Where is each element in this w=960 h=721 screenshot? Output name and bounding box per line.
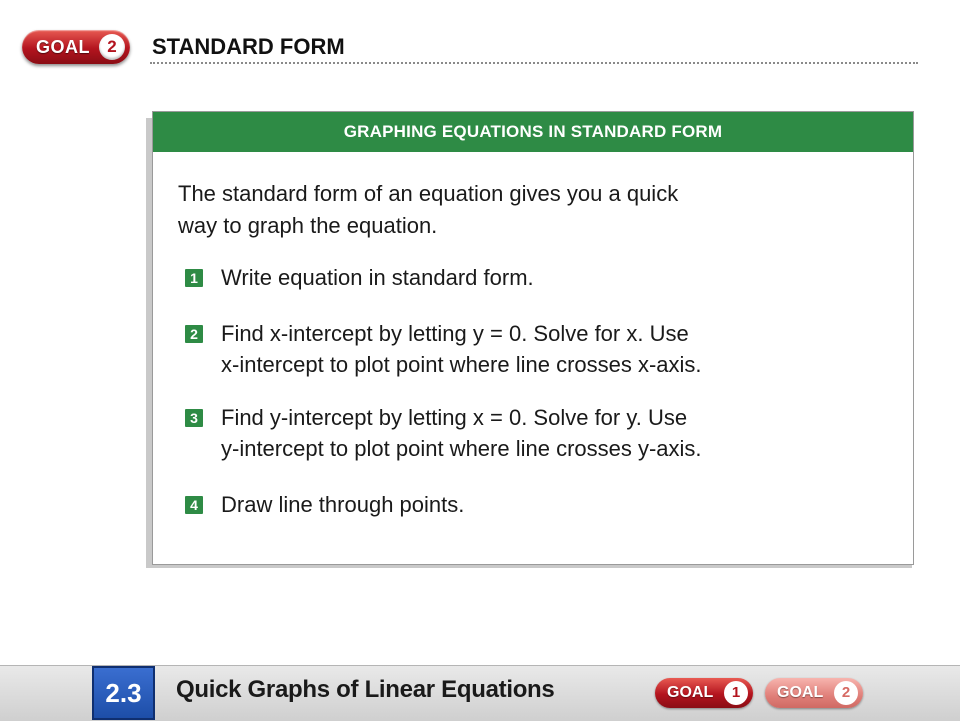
step-1-line-1: Write equation in standard form. — [221, 265, 534, 290]
goal-1-nav-number: 1 — [724, 681, 748, 705]
step-2-line-2: x-intercept to plot point where line crosses x-axis. — [221, 352, 702, 377]
step-number-badge: 3 — [185, 409, 203, 427]
goal-2-nav-button[interactable] — [765, 678, 863, 708]
goal-badge-label: GOAL — [36, 36, 90, 57]
step-4-line-1: Draw line through points. — [221, 492, 465, 517]
step-number-badge: 1 — [185, 269, 203, 287]
step-1 — [185, 262, 534, 293]
step-number-badge: 4 — [185, 496, 203, 514]
step-text — [221, 402, 702, 464]
step-4 — [185, 489, 464, 520]
content-panel — [152, 111, 914, 565]
goal-2-nav-number: 2 — [834, 681, 858, 705]
intro-text — [178, 178, 818, 242]
step-number-badge: 2 — [185, 325, 203, 343]
intro-line-1: The standard form of an equation gives you a quick — [178, 181, 679, 206]
lesson-title: Quick Graphs of Linear Equations — [176, 676, 555, 703]
step-2-line-1: Find x-intercept by letting y = 0. Solve for x. Use — [221, 321, 689, 346]
step-2 — [185, 318, 702, 380]
intro-line-2: way to graph the equation. — [178, 213, 438, 238]
lesson-number-box: 2.3 — [92, 666, 155, 720]
page-title: STANDARD FORM — [152, 34, 345, 59]
panel-header: GRAPHING EQUATIONS IN STANDARD FORM — [153, 112, 913, 152]
goal-badge — [22, 30, 130, 64]
goal-1-nav-button[interactable] — [655, 678, 753, 708]
goal-badge-number: 2 — [99, 34, 125, 60]
step-3 — [185, 402, 702, 464]
step-text — [221, 262, 534, 293]
goal-2-nav-label: GOAL — [777, 684, 824, 701]
step-text — [221, 318, 702, 380]
step-3-line-1: Find y-intercept by letting x = 0. Solve for y. Use — [221, 405, 688, 430]
goal-1-nav-label: GOAL — [667, 684, 714, 701]
step-text — [221, 489, 464, 520]
title-divider — [150, 62, 918, 64]
step-3-line-2: y-intercept to plot point where line crosses y-axis. — [221, 436, 702, 461]
